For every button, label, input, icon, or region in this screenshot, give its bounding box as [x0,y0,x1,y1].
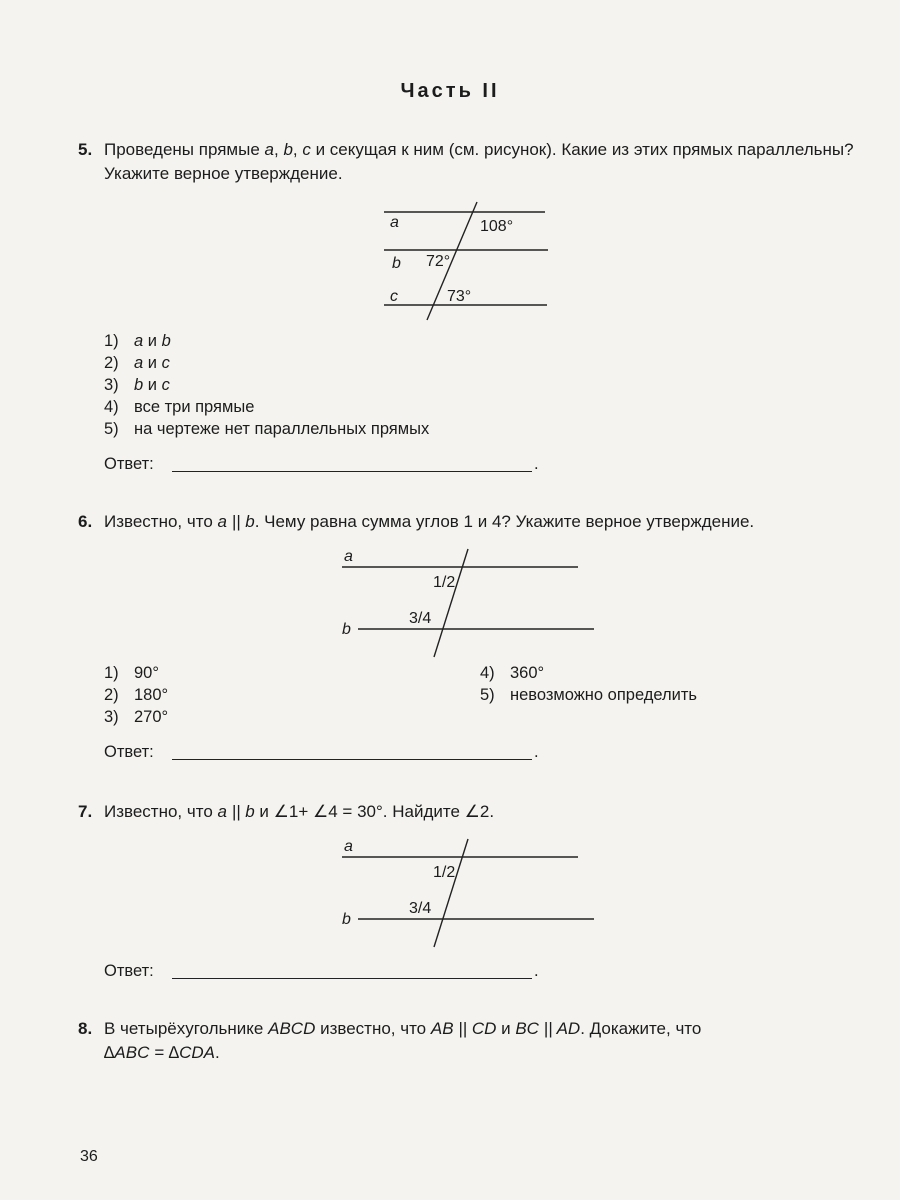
label-c: c [390,288,398,305]
label-a: a [344,838,353,855]
options-problem-6-right [480,662,697,706]
angle-72: 72° [426,253,451,270]
options-problem-6-left [104,662,168,728]
answer-label: Ответ: [104,962,154,980]
option: 5) невозможно определить [480,686,698,704]
secant [434,549,468,657]
angles-1-2: 1/2 [433,574,456,591]
figure-problem-6 [338,545,600,660]
angles-1-2: 1/2 [433,864,456,881]
answer-line[interactable] [172,759,532,760]
problem-text: В четырёхугольнике ABCD известно, что AB || CD и BC || AD. Докажите, что ∆ABC = ∆CDA. [104,1019,702,1062]
option: 3) b и c [104,376,170,394]
angles-3-4: 3/4 [409,900,432,917]
problem-5 [78,138,858,186]
secant [434,839,468,947]
answer-label: Ответ: [104,743,154,761]
options-problem-5 [104,330,429,440]
option: 2) 180° [104,686,169,704]
answer-line[interactable] [172,471,532,472]
problem-text: Известно, что a || b и ∠1+ ∠4 = 30°. Найдите ∠2. [104,802,495,821]
angles-3-4: 3/4 [409,610,432,627]
answer-problem-6: Ответ: . [104,743,539,761]
problem-7 [78,800,858,824]
problem-number: 5. [78,140,93,159]
answer-problem-7: Ответ: . [104,962,539,980]
problem-text: Известно, что a || b. Чему равна сумма углов 1 и 4? Укажите верное утверждение. [104,512,755,531]
label-b: b [342,621,351,638]
problem-8 [78,1017,858,1065]
problem-number: 7. [78,802,93,821]
answer-line[interactable] [172,978,532,979]
problem-6 [78,510,858,534]
option: 1) 90° [104,664,159,682]
page-number: 36 [80,1148,98,1165]
option: 4) 360° [480,664,545,682]
problem-number: 6. [78,512,93,531]
angle-73: 73° [447,288,472,305]
figure-problem-7 [338,835,600,950]
option: 3) 270° [104,708,169,726]
angle-108: 108° [480,218,514,235]
problem-text: Проведены прямые a, b, c и секущая к ним (см. рисунок). Какие из этих прямых параллельны? Укажите верное утверждение. [104,140,854,183]
option: 2) a и c [104,354,170,372]
label-a: a [390,214,399,231]
label-b: b [342,911,351,928]
option: 5) на чертеже нет параллельных прямых [104,420,430,438]
label-b: b [392,255,401,272]
figure-problem-5 [380,200,560,325]
option: 1) a и b [104,332,171,350]
answer-label: Ответ: [104,455,154,473]
answer-problem-5: Ответ: . [104,455,539,473]
problem-number: 8. [78,1019,93,1038]
page-title: Часть II [400,80,500,102]
option: 4) все три прямые [104,398,255,416]
label-a: a [344,548,353,565]
